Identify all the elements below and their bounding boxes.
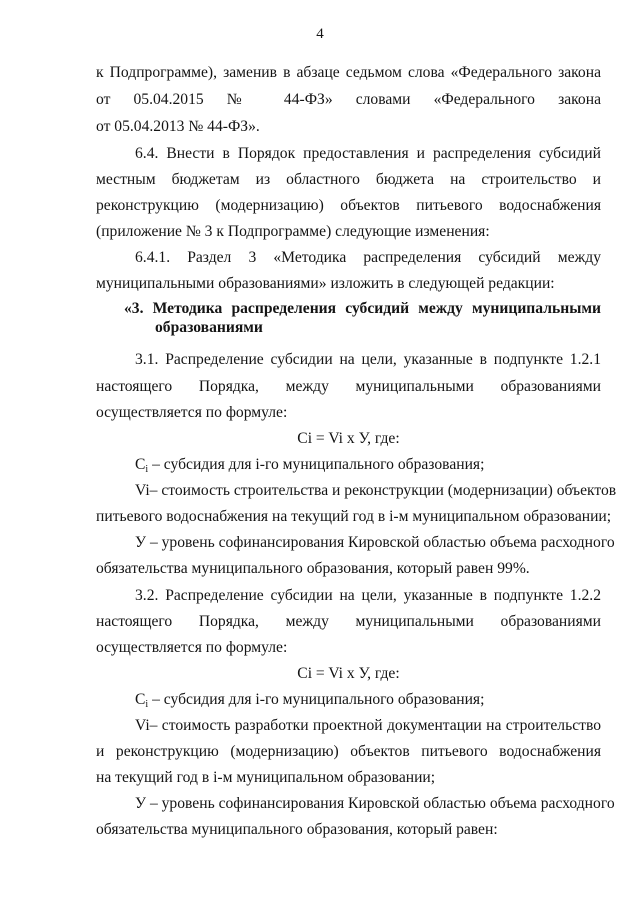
text-line: настоящего Порядка, между муниципальными образованиями [96,378,601,395]
text-line: на текущий год в i-м муниципальном образовании; [96,769,436,786]
text-line: настоящего Порядка, между муниципальными образованиями [96,613,601,630]
section-heading-cont: образованиями [155,319,263,336]
text-line: осуществляется по формуле: [96,639,288,656]
text-line: У – уровень софинансирования Кировской областью объема расходного [135,534,615,551]
text-line: обязательства муниципального образования, который равен: [96,821,498,838]
text-line: Vi– стоимость строительства и реконструкции (модернизации) объектов [135,482,617,499]
text-line: муниципальными образованиями» изложить в следующей редакции: [96,275,555,292]
definition-line: $C_i$ – субсидия для i-го муниципального образования; [135,691,485,710]
text-line: 6.4. Внести в Порядок предоставления и распределения субсидий [135,145,601,162]
formula: Ci = Vi x У, где: [297,665,400,682]
text-line: обязательства муниципального образования, который равен 99%. [96,560,530,577]
section-heading: «3. Методика распределения субсидий между муниципальными [124,300,601,317]
definition-line: $C_i$ – субсидия для i-го муниципального образования; [135,456,485,475]
text-line: осуществляется по формуле: [96,404,288,421]
text-line: (приложение № 3 к Подпрограмме) следующие изменения: [96,223,490,240]
text-line: 3.2. Распределение субсидии на цели, указанные в подпункте 1.2.2 [135,587,601,604]
text-line: У – уровень софинансирования Кировской областью объема расходного [135,795,615,812]
text-line: Vi– стоимость разработки проектной документации на строительство [135,717,601,734]
ci-symbol: $C_i$ [135,456,149,475]
formula: Ci = Vi x У, где: [297,430,400,447]
text-line: 6.4.1. Раздел 3 «Методика распределения субсидий между [135,249,601,266]
text-line: местным бюджетам из областного бюджета на строительство и [96,171,601,188]
text-line: реконструкцию (модернизацию) объектов питьевого водоснабжения [96,197,601,214]
text-line: от 05.04.2013 № 44-ФЗ». [96,118,260,135]
text-line: питьевого водоснабжения на текущий год в i-м муниципальном образовании; [96,508,612,525]
text-line: к Подпрограмме), заменив в абзаце седьмом слова «Федерального закона [96,64,601,81]
page-number: 4 [316,26,324,42]
text-line: 3.1. Распределение субсидии на цели, указанные в подпункте 1.2.1 [135,351,601,368]
text-line: и реконструкцию (модернизацию) объектов питьевого водоснабжения [96,743,601,760]
ci-symbol: $C_i$ [135,691,149,710]
text-line: от 05.04.2015 № 44-ФЗ» словами «Федерального закона [96,91,601,108]
